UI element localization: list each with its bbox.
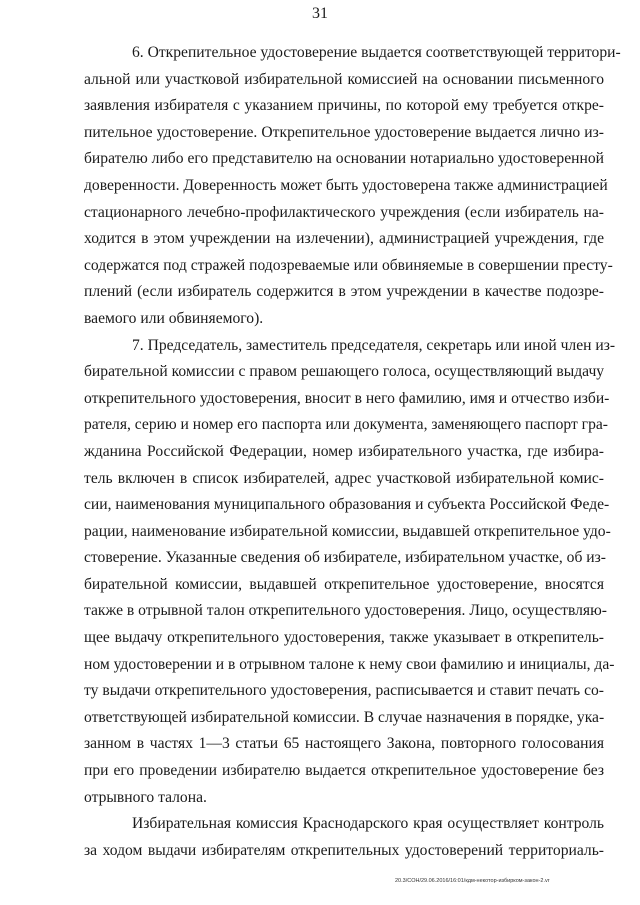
text-line: стационарного лечебно-профилактического учреждения (если избиратель на- — [84, 203, 604, 221]
text-line: рации, наименование избирательной комиссии, выдавшей открепительное удо- — [84, 522, 611, 540]
text-line: за ходом выдачи избирателям открепительных удостоверений территориаль- — [84, 841, 604, 859]
text-line: пительное удостоверение. Открепительное удостоверение выдается лично из- — [84, 123, 604, 141]
text-line: содержатся под стражей подозреваемые или обвиняемые в совершении престу- — [84, 256, 613, 274]
text-line: открепительного удостоверения, вносит в него фамилию, имя и отчество изби- — [84, 389, 610, 407]
text-line: 6. Открепительное удостоверение выдается соответствующей территори- — [132, 44, 621, 61]
text-line: ответствующей избирательной комиссии. В случае назначения в порядке, ука- — [84, 708, 605, 726]
text-line: альной или участковой избирательной комиссией на основании письменного — [84, 70, 604, 88]
text-line: стоверение. Указанные сведения об избирателе, избирательном участке, об из- — [84, 549, 607, 567]
text-line: бирателю либо его представителю на основании нотариально удостоверенной — [84, 150, 604, 168]
paragraph-6 — [84, 40, 621, 333]
text-line: ходится в этом учреждении на излечении), администрацией учреждения, где — [84, 230, 604, 248]
text-line: Избирательная комиссия Краснодарского края осуществляет контроль — [132, 815, 604, 833]
text-line: плений (если избиратель содержится в этом учреждении в качестве подозре- — [84, 283, 604, 301]
text-line: 7. Председатель, заместитель председателя, секретарь или иной член из- — [132, 336, 616, 354]
text-line: при его проведении избирателю выдается открепительное удостоверение без — [84, 762, 604, 780]
document-footer-code: 20.3/COH/29.06.2016/16:01/кдм-некотор-избирком-закон-2.vr — [395, 878, 550, 884]
text-line: рателя, серию и номер его паспорта или документа, заменяющего паспорт гра- — [84, 416, 608, 434]
document-body — [84, 40, 621, 864]
text-line: бирательной комиссии, выдавшей открепительное удостоверение, вносятся — [84, 575, 604, 593]
text-line: ваемого или обвиняемого). — [84, 309, 264, 327]
paragraph-7 — [84, 333, 616, 812]
text-line: жданина Российской Федерации, номер избирательного участка, где избира- — [84, 442, 604, 460]
text-line: доверенности. Доверенность может быть удостоверена также администрацией — [84, 176, 608, 194]
text-line: также в отрывной талон открепительного удостоверения. Лицо, осуществляю- — [84, 602, 607, 620]
text-line: бирательной комиссии с правом решающего голоса, осуществляющий выдачу — [84, 363, 605, 381]
text-line: тель включен в список избирателей, адрес участковой избирательной комис- — [84, 469, 604, 487]
text-line: заявления избирателя с указанием причины, по которой ему требуется откре- — [84, 97, 604, 115]
text-line: ном удостоверении и в отрывном талоне к нему свои фамилию и инициалы, да- — [84, 655, 615, 673]
text-line: щее выдачу открепительного удостоверения, также указывает в открепитель- — [84, 629, 604, 647]
paragraph-commission-control — [84, 811, 604, 864]
text-line: занном в частях 1—3 статьи 65 настоящего Закона, повторного голосования — [84, 735, 604, 753]
page-number: 31 — [312, 5, 328, 22]
text-line: отрывного талона. — [84, 788, 207, 806]
text-line: ту выдачи открепительного удостоверения, расписывается и ставит печать со- — [84, 682, 604, 700]
text-line: сии, наименования муниципального образования и субъекта Российской Феде- — [84, 496, 610, 514]
